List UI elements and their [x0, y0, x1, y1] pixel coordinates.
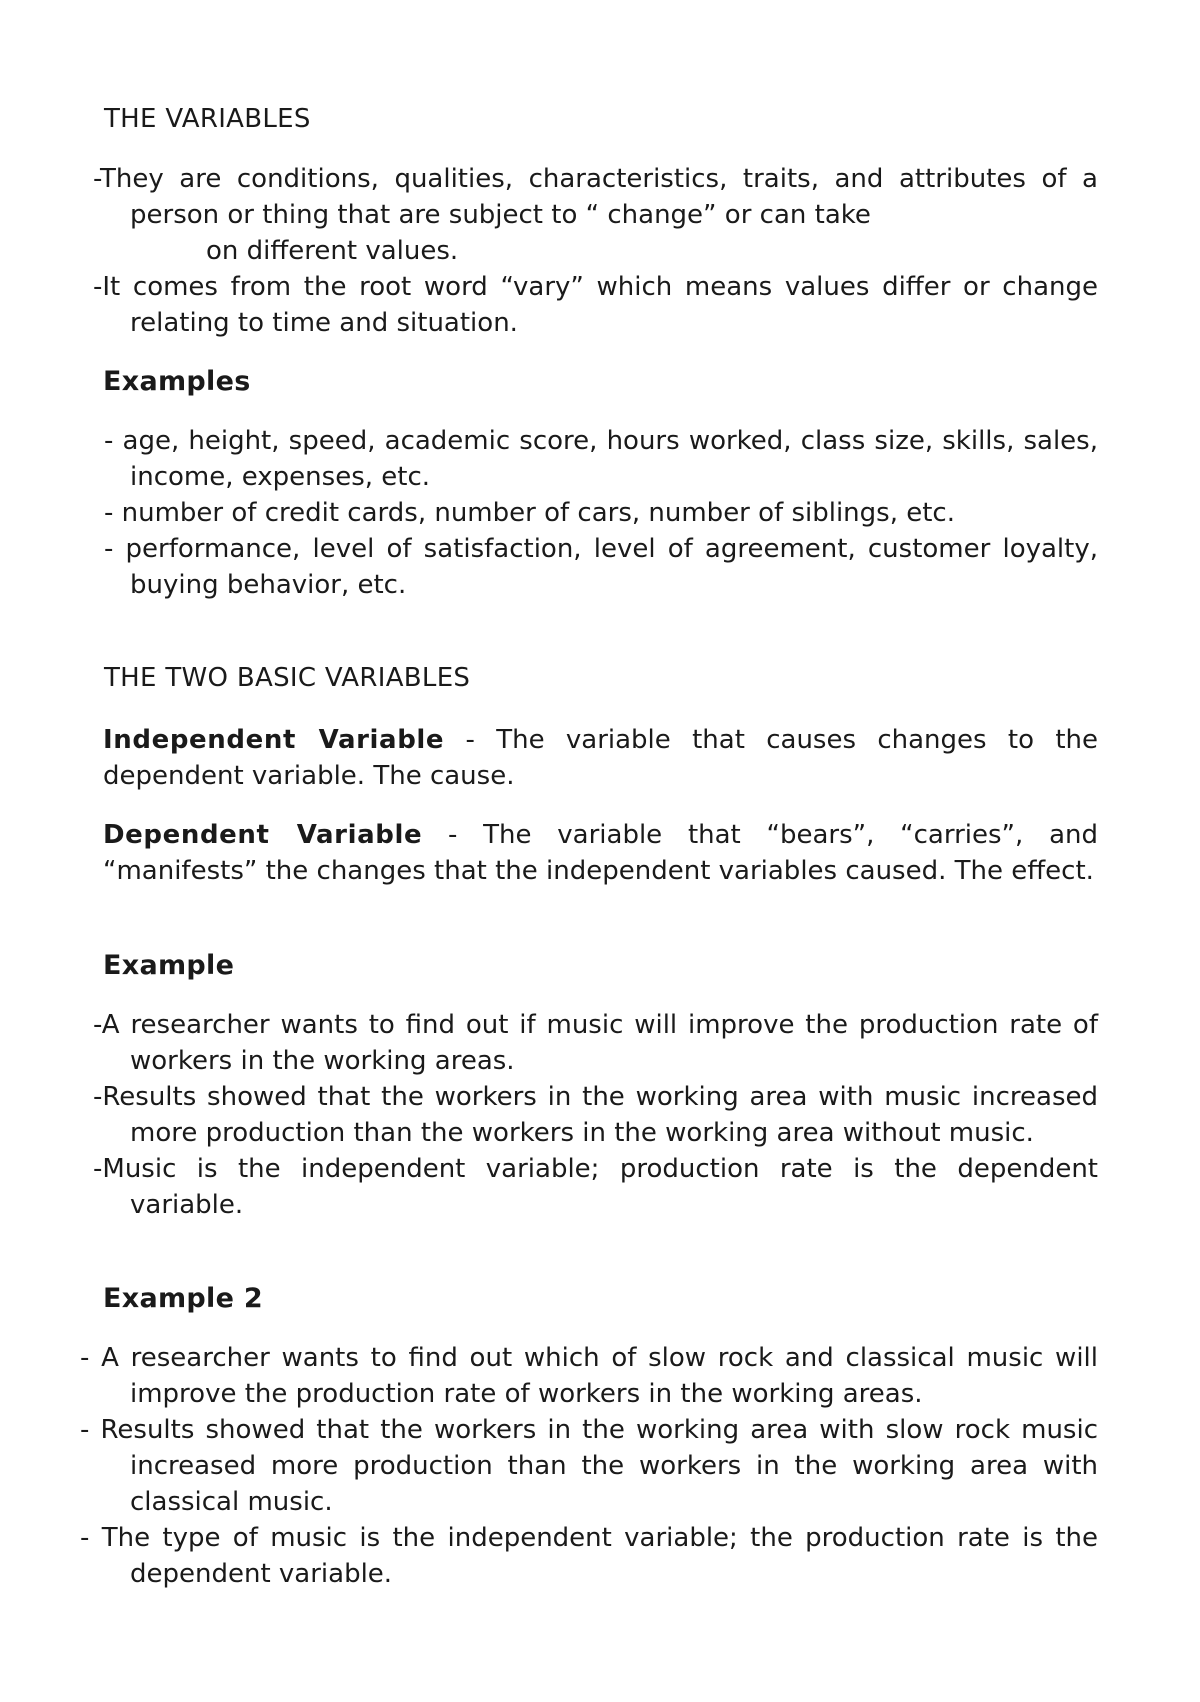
list-item: - The type of music is the independent variable; the production rate is the dependent variable.: [80, 1523, 1098, 1589]
section-title-variables: THE VARIABLES: [104, 104, 311, 134]
list-item: - performance, level of satisfaction, level of agreement, customer loyalty, buying behavior, etc.: [104, 534, 1098, 600]
list-item: [93, 161, 1098, 269]
list-item: - number of credit cards, number of cars, number of siblings, etc.: [104, 498, 955, 528]
list-item-text: -It comes from the root word “vary” which means values differ or change relating to time and situation.: [93, 272, 1098, 338]
example-2-list: [80, 1340, 1098, 1592]
list-item: -A researcher wants to find out if music will improve the production rate of workers in the working areas.: [93, 1010, 1098, 1076]
list-item: - Results showed that the workers in the working area with slow rock music increased more production than the workers in the working area with classical music.: [80, 1415, 1098, 1517]
independent-variable-text: - The variable that causes changes to the dependent variable. The cause.: [103, 725, 1098, 791]
section-title-basic-variables: THE TWO BASIC VARIABLES: [104, 663, 471, 693]
section-title-example: Example: [103, 950, 235, 981]
variables-definition-list: [93, 161, 1098, 341]
section-title-examples: Examples: [103, 366, 251, 397]
examples-list: [104, 423, 1098, 603]
example-list: [93, 1007, 1098, 1223]
dependent-variable-definition: [103, 817, 1098, 889]
list-item: - A researcher wants to find out which of slow rock and classical music will improve the production rate of workers in the working areas.: [80, 1343, 1098, 1409]
list-item: -Music is the independent variable; production rate is the dependent variable.: [93, 1154, 1098, 1220]
list-item: - age, height, speed, academic score, hours worked, class size, skills, sales, income, expenses, etc.: [104, 426, 1098, 492]
independent-variable-definition: [103, 722, 1098, 794]
list-item-continuation: on different values.: [206, 236, 459, 266]
list-item: [93, 269, 1098, 341]
list-item-text: -They are conditions, qualities, characteristics, traits, and attributes of a person or thing that are subject to “ change” or can take: [93, 164, 1098, 230]
independent-variable-term: Independent Variable: [103, 725, 445, 755]
list-item: -Results showed that the workers in the working area with music increased more production than the workers in the working area without music.: [93, 1082, 1098, 1148]
section-title-example-2: Example 2: [103, 1283, 263, 1314]
dependent-variable-text: - The variable that “bears”, “carries”, and “manifests” the changes that the independent variables caused. The effect.: [103, 820, 1098, 886]
dependent-variable-term: Dependent Variable: [103, 820, 423, 850]
